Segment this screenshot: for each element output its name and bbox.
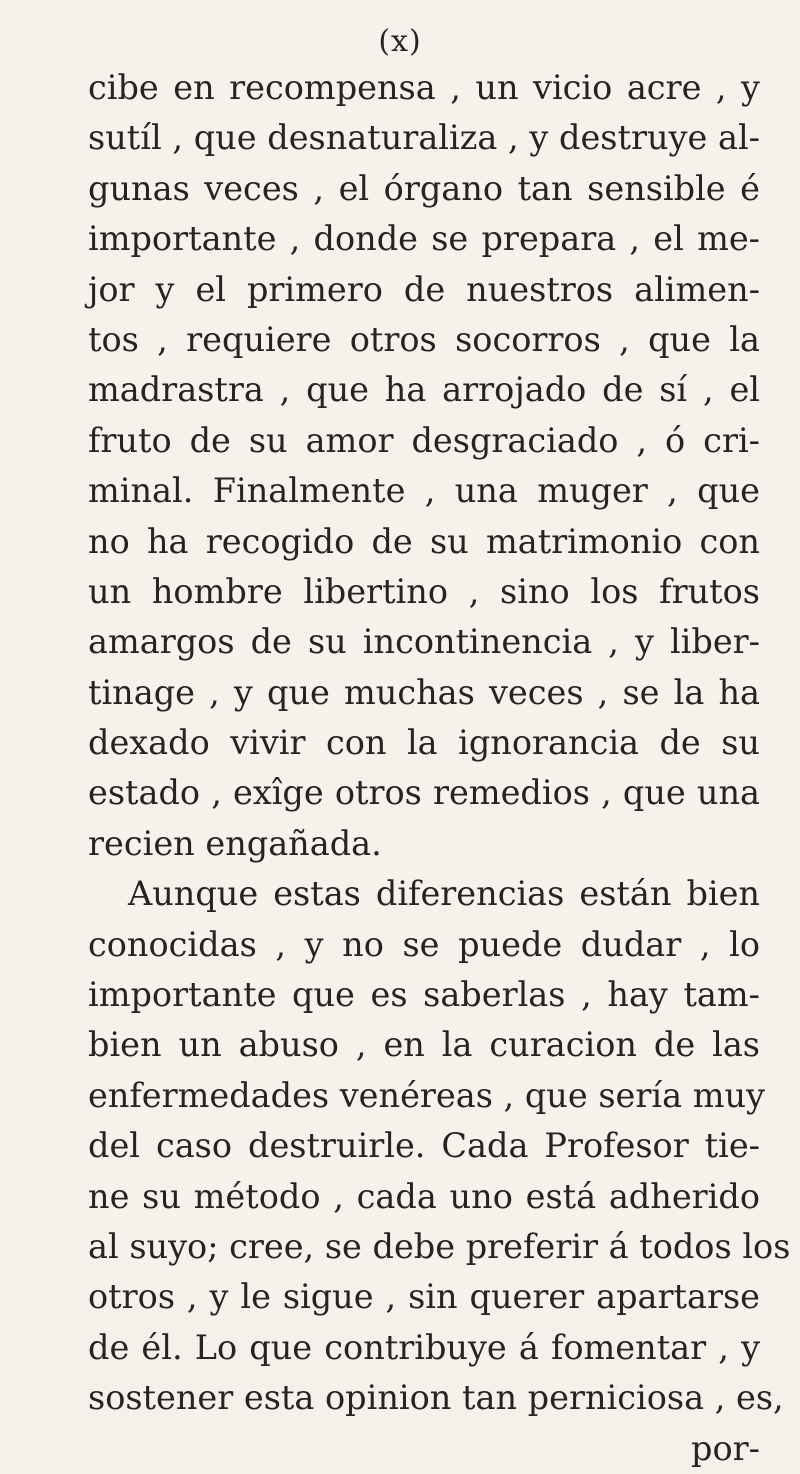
body-text [88, 63, 791, 1474]
text-line: sutíl , que desnaturaliza , y destruye al- [88, 118, 760, 158]
paragraph-start-line: Aunque estas diferencias están bien [128, 874, 760, 914]
text-line: jor y el primero de nuestros alimen- [88, 269, 760, 309]
text-line: minal. Finalmente , una muger , que [88, 471, 760, 511]
text-line: fruto de su amor desgraciado , ó cri- [88, 420, 760, 460]
text-line: sostener esta opinion tan perniciosa , es, [88, 1378, 784, 1418]
text-line: cibe en recompensa , un vicio acre , y [88, 68, 760, 107]
text-line: del caso destruirle. Cada Profesor tie- [88, 1126, 760, 1166]
text-line: amargos de su incontinencia , y liber- [88, 622, 760, 662]
page-number: (x) [378, 24, 422, 59]
text-line: al suyo; cree, se debe preferir á todos los [88, 1226, 791, 1266]
text-line: conocidas , y no se puede dudar , lo [88, 924, 760, 964]
text-line: recien engañada. [88, 823, 382, 863]
text-line: tinage , y que muchas veces , se la ha [88, 672, 760, 712]
text-line: no ha recogido de su matrimonio con [88, 521, 760, 561]
text-line: otros , y le sigue , sin querer apartarse [88, 1277, 760, 1317]
catchword: por- [691, 1428, 760, 1468]
text-line: estado , exîge otros remedios , que una [88, 773, 760, 813]
text-line: madrastra , que ha arrojado de sí , el [88, 370, 760, 410]
text-line: dexado vivir con la ignorancia de su [88, 723, 760, 763]
text-line: gunas veces , el órgano tan sensible é [88, 168, 760, 208]
text-line: bien un abuso , en la curacion de las [88, 1025, 760, 1065]
text-line: enfermedades venéreas , que sería muy [88, 1075, 765, 1115]
text-line: de él. Lo que contribuye á fomentar , y [88, 1327, 760, 1367]
text-line: un hombre libertino , sino los frutos [88, 571, 760, 611]
text-line: ne su método , cada uno está adherido [88, 1176, 760, 1216]
text-line: tos , requiere otros socorros , que la [88, 319, 760, 359]
text-line: importante , donde se prepara , el me- [88, 219, 760, 259]
text-line: importante que es saberlas , hay tam- [88, 975, 760, 1015]
